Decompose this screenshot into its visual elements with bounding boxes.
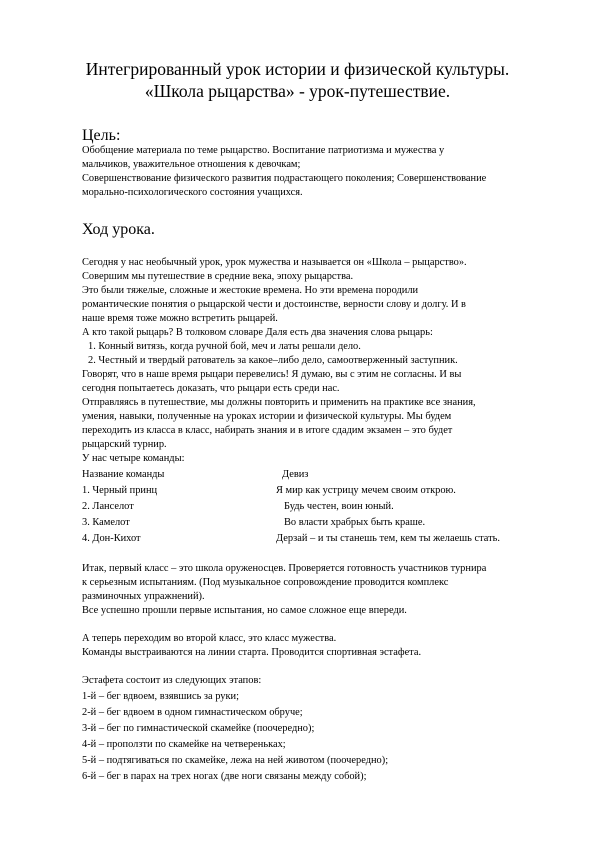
body-line: Говорят, что в наше время рыцари перевелись! Я думаю, вы с этим не согласны. И вы [82, 369, 462, 380]
goal-line: Обобщение материала по теме рыцарство. Воспитание патриотизма и мужества у [82, 145, 445, 156]
team-motto: Я мир как устрицу мечем своим открою. [276, 485, 456, 496]
team-motto: Будь честен, воин юный. [284, 501, 394, 512]
class2-line: А теперь переходим во второй класс, это класс мужества. [82, 633, 337, 644]
relay-stage: 1-й – бег вдвоем, взявшись за руки; [82, 691, 239, 702]
relay-stage: 5-й – подтягиваться по скамейке, лежа на ней животом (поочередно); [82, 755, 389, 766]
team-name: 3. Камелот [82, 517, 130, 528]
team-name: 2. Ланселот [82, 501, 134, 512]
intro-line: наше время тоже можно встретить рыцарей. [82, 313, 278, 324]
document-title-line-1: Интегрированный урок истории и физической культуры. [85, 59, 510, 79]
intro-line: Совершим мы путешествие в средние века, эпоху рыцарства. [82, 271, 354, 282]
goal-heading: Цель: [82, 127, 121, 144]
goal-line: мальчиков, уважительное отношения к девочкам; [82, 159, 301, 170]
class1-line: разминочных упражнений). [82, 591, 205, 602]
definition-item: 2. Честный и твердый ратователь за какое–либо дело, самоотверженный заступник. [88, 355, 458, 366]
definition-item: 1. Конный витязь, когда ручной бой, меч и латы решали дело. [88, 341, 361, 352]
team-motto: Дерзай – и ты станешь тем, кем ты желаешь стать. [276, 533, 501, 544]
goal-line: морально-психологического состояния учащихся. [82, 187, 303, 198]
body-line: Отправляясь в путешествие, мы должны повторить и применить на практике все знания, [82, 397, 476, 408]
relay-stage: 2-й – бег вдвоем в одном гимнастическом обруче; [82, 707, 303, 718]
class1-line: Итак, первый класс – это школа оруженосцев. Проверяется готовность участников турнира [82, 563, 487, 574]
goal-line: Совершенствование физического развития подрастающего поколения; Совершенствование [82, 173, 487, 184]
lesson-heading: Ход урока. [82, 221, 155, 238]
document-title-line-2: «Школа рыцарства» - урок-путешествие. [144, 81, 451, 101]
intro-line: Сегодня у нас необычный урок, урок мужества и называется он «Школа – рыцарство». [82, 257, 467, 268]
relay-stage: 6-й – бег в парах на трех ногах (две ноги связаны между собой); [82, 771, 367, 782]
team-motto: Во власти храбрых быть краше. [284, 517, 426, 528]
class1-line: к серьезным испытаниям. (Под музыкальное сопровождение проводится комплекс [82, 577, 449, 588]
body-line: умения, навыки, полученные на уроках истории и физической культуры. Мы будем [82, 411, 452, 422]
body-line: переходить из класса в класс, набирать знания и в итоге сдадим экзамен – это будет [82, 425, 453, 436]
intro-line: романтические понятия о рыцарской чести и достоинстве, верности слову и долгу. И в [82, 299, 466, 310]
relay-stage: 3-й – бег по гимнастической скамейке (поочередно); [82, 723, 315, 734]
class2-line: Команды выстраиваются на линии старта. Проводится спортивная эстафета. [82, 647, 422, 658]
intro-line: А кто такой рыцарь? В толковом словаре Даля есть два значения слова рыцарь: [82, 327, 433, 338]
intro-line: Это были тяжелые, сложные и жестокие времена. Но эти времена породили [82, 285, 419, 296]
body-line: У нас четыре команды: [82, 453, 185, 464]
body-line: рыцарский турнир. [82, 439, 167, 450]
teams-header-motto: Девиз [282, 469, 309, 480]
teams-header-name: Название команды [82, 469, 165, 480]
body-line: сегодня попытаетесь доказать, что рыцари есть среди нас. [82, 383, 340, 394]
relay-intro: Эстафета состоит из следующих этапов: [82, 675, 262, 686]
class1-line: Все успешно прошли первые испытания, но самое сложное еще впереди. [82, 605, 407, 616]
team-name: 4. Дон-Кихот [82, 533, 141, 544]
team-name: 1. Черный принц [82, 485, 158, 496]
relay-stage: 4-й – проползти по скамейке на четвереньках; [82, 739, 286, 750]
